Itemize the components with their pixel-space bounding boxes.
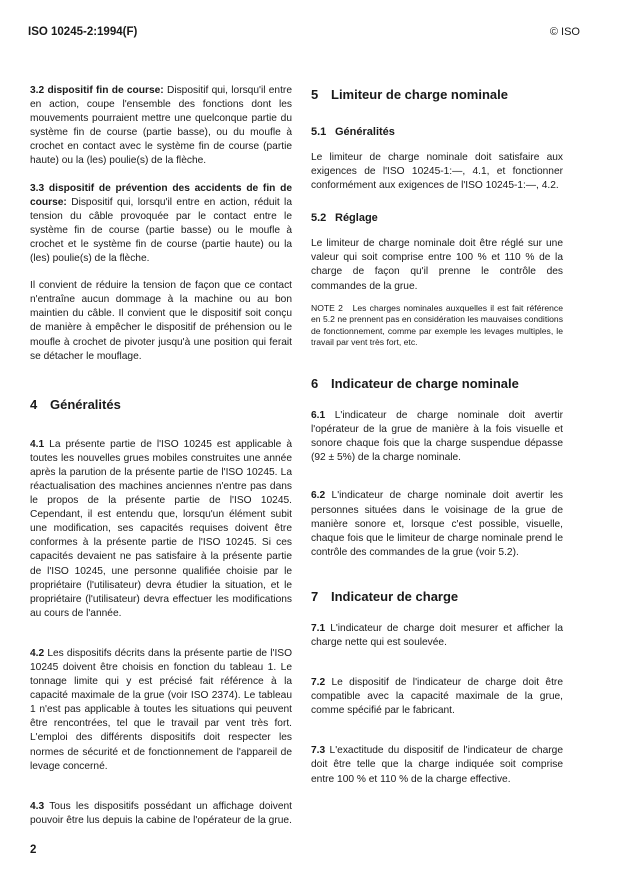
section-5-heading [311,87,563,103]
clause-text: L'indicateur de charge nominale doit avertir l'opérateur de la grue de manière à la fois visuelle et sonore chaque fois que la charge suspendue dépasse (92 ± 5%) de la charge nominale. [311,410,563,464]
subclause-title: Généralités [335,126,395,138]
clause-4-1 [30,438,292,621]
section-7-heading [311,589,563,605]
clause-4-3 [30,800,292,828]
subclause-5-2-heading [311,211,563,225]
note-2 [311,303,563,349]
page-number: 2 [30,844,37,856]
clause-number: 6.2 [311,490,326,502]
clause-number: 4.3 [30,800,45,812]
section-number: 4 [30,396,38,412]
section-title: Indicateur de charge [331,588,459,604]
clause-7-3 [311,744,563,786]
left-column [30,84,292,828]
clause-text: L'indicateur de charge doit mesurer et afficher la charge nette qui est soulevée. [311,622,563,648]
clause-text: Tous les dispositifs possédant un affichage doivent pouvoir être lus depuis la cabine de l'opérateur de la grue. [30,800,292,826]
clause-number: 3.3 [30,182,45,194]
note-text: Les charges nominales auxquelles il est fait référence en 5.2 ne prennent pas en considération les mauvaises conditions de fonctionnement, comme par exemple les levages multiples, le travail par vent très fort, etc. [311,302,563,348]
right-column [311,84,563,787]
section-6-heading [311,376,563,392]
subclause-title: Réglage [335,212,378,225]
clause-number: 4.2 [30,647,45,659]
clause-7-2 [311,676,563,718]
clause-3-3-note: Il convient de réduire la tension de façon que ce contact n'entraîne aucun dommage à la machine ou au bon maintien du câble. Il convient que le dispositif soit conçu de manière à empêcher le dispositif de préhension ou le moufle à crochet de pivoter jusqu'à une position qui ferait se détacher le mouflage. [30,280,292,362]
clause-4-2 [30,647,292,774]
clause-number: 7.3 [311,745,326,757]
section-title: Indicateur de charge nominale [331,376,519,392]
clause-number: 3.2 [30,85,45,96]
clause-number: 7.2 [311,677,326,689]
clause-number: 4.1 [30,438,45,450]
clause-number: 7.1 [311,622,326,634]
clause-number: 6.1 [311,410,326,422]
clause-3-2 [30,84,292,169]
clause-7-1 [311,622,563,650]
term: dispositif de prévention des accidents de fin de course: [30,182,292,208]
clause-text: L'indicateur de charge nominale doit avertir les personnes situées dans le voisinage de la grue de manière sonore et, lorsque c'est possible, visuelle, chaque fois que le limiteur de charge nominale prend le contrôle des commandes de la grue (voir 5.2). [311,490,563,558]
section-4-heading [30,397,292,413]
subclause-5-1-heading [311,125,563,139]
section-number: 7 [311,588,319,604]
clause-6-1 [311,409,563,465]
subclause-number: 5.1 [311,126,327,138]
subclause-number: 5.2 [311,212,327,225]
section-title: Limiteur de charge nominale [331,87,508,102]
section-number: 5 [311,87,319,102]
section-title: Généralités [50,396,121,412]
clause-text: Les dispositifs décrits dans la présente partie de l'ISO 10245 doivent être choisis en fonction du tableau 1. Le tonnage limite qui y est précisé fait référence à la capacité maximale de la grue (voir ISO 2374). Le tableau 1 n'est pas applicable à toutes les situations qui peuvent être rencontrées, tel que le travail par vent très fort. L'emploi des différents dispositifs doit respecter les normes de sécurité et de fonctionnement de l'appareil de levage concerné. [30,647,292,772]
document-standard-id: ISO 10245-2:1994(F) [28,26,138,38]
note-label: NOTE 2 [311,302,343,313]
copyright-mark: © ISO [549,26,580,38]
term: dispositif fin de course: [47,85,164,96]
definition: Dispositif qui, lorsqu'il entre en action, coupe l'ensemble des fonctions dont les mouvements pourraient mettre une quelconque partie du système fin de course (partie basse), ou du moufle à crochet en contact avec le système fin de course (partie haute) ou la (les) poulie(s) de la flèche. [30,85,292,167]
clause-6-2 [311,489,563,559]
clause-text: L'exactitude du dispositif de l'indicateur de charge doit être telle que la charge indiquée soit comprise entre 100 % et 110 % de la charge effective. [311,745,563,785]
clause-5-1-text: Le limiteur de charge nominale doit satisfaire aux exigences de l'ISO 10245-1:—, 4.1, et fonctionner conformément aux exigences de l'ISO 10245-1:—, 4.2. [311,152,563,192]
clause-text: La présente partie de l'ISO 10245 est applicable à toutes les nouvelles grues mobiles construites une année après la parution de la présente partie de l'ISO 10245. La réactualisation des machines anciennes n'entre pas dans le propos de la présente partie de l'ISO 10245. Cependant, il est entendu que, lorsqu'un élément subit une modification, ses capacités requises doivent être conformes à la présente partie de l'ISO 10245. Si ces capacités devaient ne pas satisfaire à la présente partie de l'ISO 10245, une personne qualifiée choisie par le propriétaire (l'utilisateur) devra étudier la situation, et le propriétaire (l'utilisateur) devra effectuer les modifications au cours de l'année. [30,438,292,619]
clause-5-2-text: Le limiteur de charge nominale doit être réglé sur une valeur qui soit comprise entre 100 % et 110 % de la charge de façon qu'il prenne le contrôle des commandes de la grue. [311,238,563,292]
clause-3-3 [30,182,292,267]
definition: Dispositif qui, lorsqu'il entre en action, réduit la tension du câble provoquée par le contact entre le système fin de course (partie basse) ou le moufle à crochet et le système fin de course (partie haute) ou la (les) poulie(s) de la flèche. [30,196,292,265]
clause-text: Le dispositif de l'indicateur de charge doit être compatible avec la capacité maximale de la grue, comme spécifié par le fabricant. [311,677,563,717]
section-number: 6 [311,376,319,392]
